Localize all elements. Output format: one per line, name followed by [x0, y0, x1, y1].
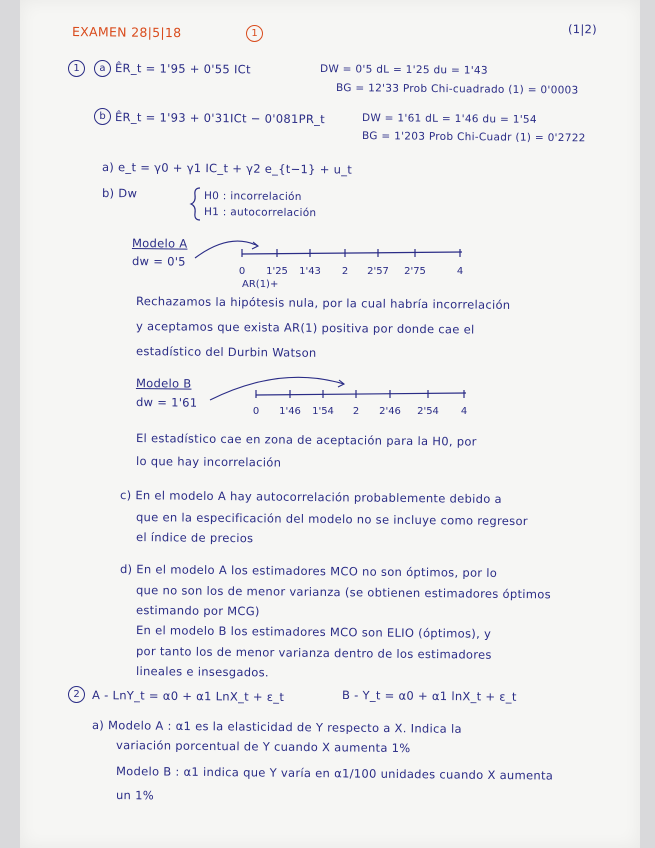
model-b-stats-line1: DW = 1'61 dL = 1'46 du = 1'54	[361, 112, 537, 126]
model-a-equation: ÊR_t = 1'95 + 0'55 ICt	[114, 61, 251, 77]
question-2-number: 2	[68, 686, 85, 703]
model-b-stats-line2: BG = 1'203 Prob Chi-Cuadr (1) = 0'2722	[361, 130, 586, 145]
alternative-hypothesis: H1 : autocorrelación	[203, 206, 317, 220]
part-d-line1: d) En el modelo A los estimadores MCO no son óptimos, por lo	[119, 562, 498, 580]
model-a-title: Modelo A	[131, 236, 188, 251]
q2-b-line1: Modelo B : α1 indica que Y varía en α1/100 unidades cuando X aumenta	[115, 764, 554, 783]
dw-line-a-tick-label: 2'75	[404, 266, 426, 277]
dw-line-b-tick-label: 2'54	[417, 406, 439, 417]
question-1-number: 1	[68, 60, 85, 77]
model-b-equation: ÊR_t = 1'93 + 0'31ICt − 0'081PR_t	[114, 110, 326, 127]
dw-line-a-tick-label: 2	[341, 266, 349, 277]
conclusion-a-line2: y aceptamos que exista AR(1) positiva por donde cae el	[135, 319, 475, 337]
q2-a-line1: a) Modelo A : α1 es la elasticidad de Y respecto a X. Indica la	[91, 718, 462, 736]
conclusion-a-line1: Rechazamos la hipótesis nula, por la cual habría incorrelación	[135, 294, 511, 312]
q2-b-line2: un 1%	[115, 788, 155, 803]
model-b-title: Modelo B	[135, 376, 192, 391]
dw-line-b-tick-label: 1'54	[312, 406, 334, 417]
part-b-label: b) Dw	[101, 186, 138, 201]
part-d-line6: lineales e insesgados.	[135, 664, 269, 680]
dw-line-b-tick-label: 2'46	[379, 406, 401, 417]
dw-line-a-under-label: AR(1)+	[242, 279, 279, 290]
q2-model-b: B - Y_t = α0 + α1 lnX_t + ε_t	[341, 688, 517, 704]
q2-model-a: A - LnY_t = α0 + α1 LnX_t + ε_t	[91, 688, 285, 705]
exam-sheet	[20, 0, 640, 848]
dw-line-a-tick-label: 1'25	[266, 266, 288, 277]
conclusion-a-line3: estadístico del Durbin Watson	[135, 344, 317, 360]
dw-line-b-tick-label: 0	[252, 406, 260, 417]
null-hypothesis: H0 : incorrelación	[203, 190, 302, 204]
part-d-line4: En el modelo B los estimadores MCO son ELIO (óptimos), y	[135, 623, 492, 641]
part-d-line5: por tanto los de menor varianza dentro de los estimadores	[135, 644, 492, 662]
dw-line-b-tick-label: 4	[460, 406, 468, 417]
exam-title: EXAMEN 28|5|18	[71, 24, 182, 41]
q2-a-line2: variación porcentual de Y cuando X aumenta 1%	[115, 738, 411, 756]
model-a-stats-line2: BG = 12'33 Prob Chi-cuadrado (1) = 0'0003	[335, 82, 579, 97]
item-b-marker: b	[94, 108, 111, 125]
model-b-dw-value: dw = 1'61	[135, 395, 198, 410]
part-c-line3: el índice de precios	[135, 530, 254, 546]
dw-line-b-tick-label: 2	[352, 406, 360, 417]
conclusion-b-line1: El estadístico cae en zona de aceptación para la H0, por	[135, 431, 477, 449]
part-a-equation: a) e_t = γ0 + γ1 IC_t + γ2 e_{t−1} + u_t	[101, 160, 353, 177]
dw-line-a-tick-label: 0	[238, 266, 246, 277]
part-c-line2: que en la especificación del modelo no se incluye como regresor	[135, 510, 528, 529]
model-a-dw-value: dw = 0'5	[131, 254, 186, 269]
item-a-marker: a	[94, 60, 111, 77]
model-a-stats-line1: DW = 0'5 dL = 1'25 du = 1'43	[319, 63, 488, 77]
page-indicator: (1|2)	[567, 22, 598, 37]
dw-line-a-tick-label: 1'43	[299, 266, 321, 277]
dw-line-a-tick-label: 4	[456, 266, 464, 277]
part-d-line3: estimando por MCG)	[135, 603, 260, 619]
dw-line-b-tick-label: 1'46	[279, 406, 301, 417]
header-circled-number: 1	[246, 25, 263, 42]
part-d-line2: que no son los de menor varianza (se obtienen estimadores óptimos	[135, 583, 552, 602]
dw-line-a-tick-label: 2'57	[367, 266, 389, 277]
conclusion-b-line2: lo que hay incorrelación	[135, 454, 282, 470]
part-c-line1: c) En el modelo A hay autocorrelación probablemente debido a	[119, 488, 502, 506]
